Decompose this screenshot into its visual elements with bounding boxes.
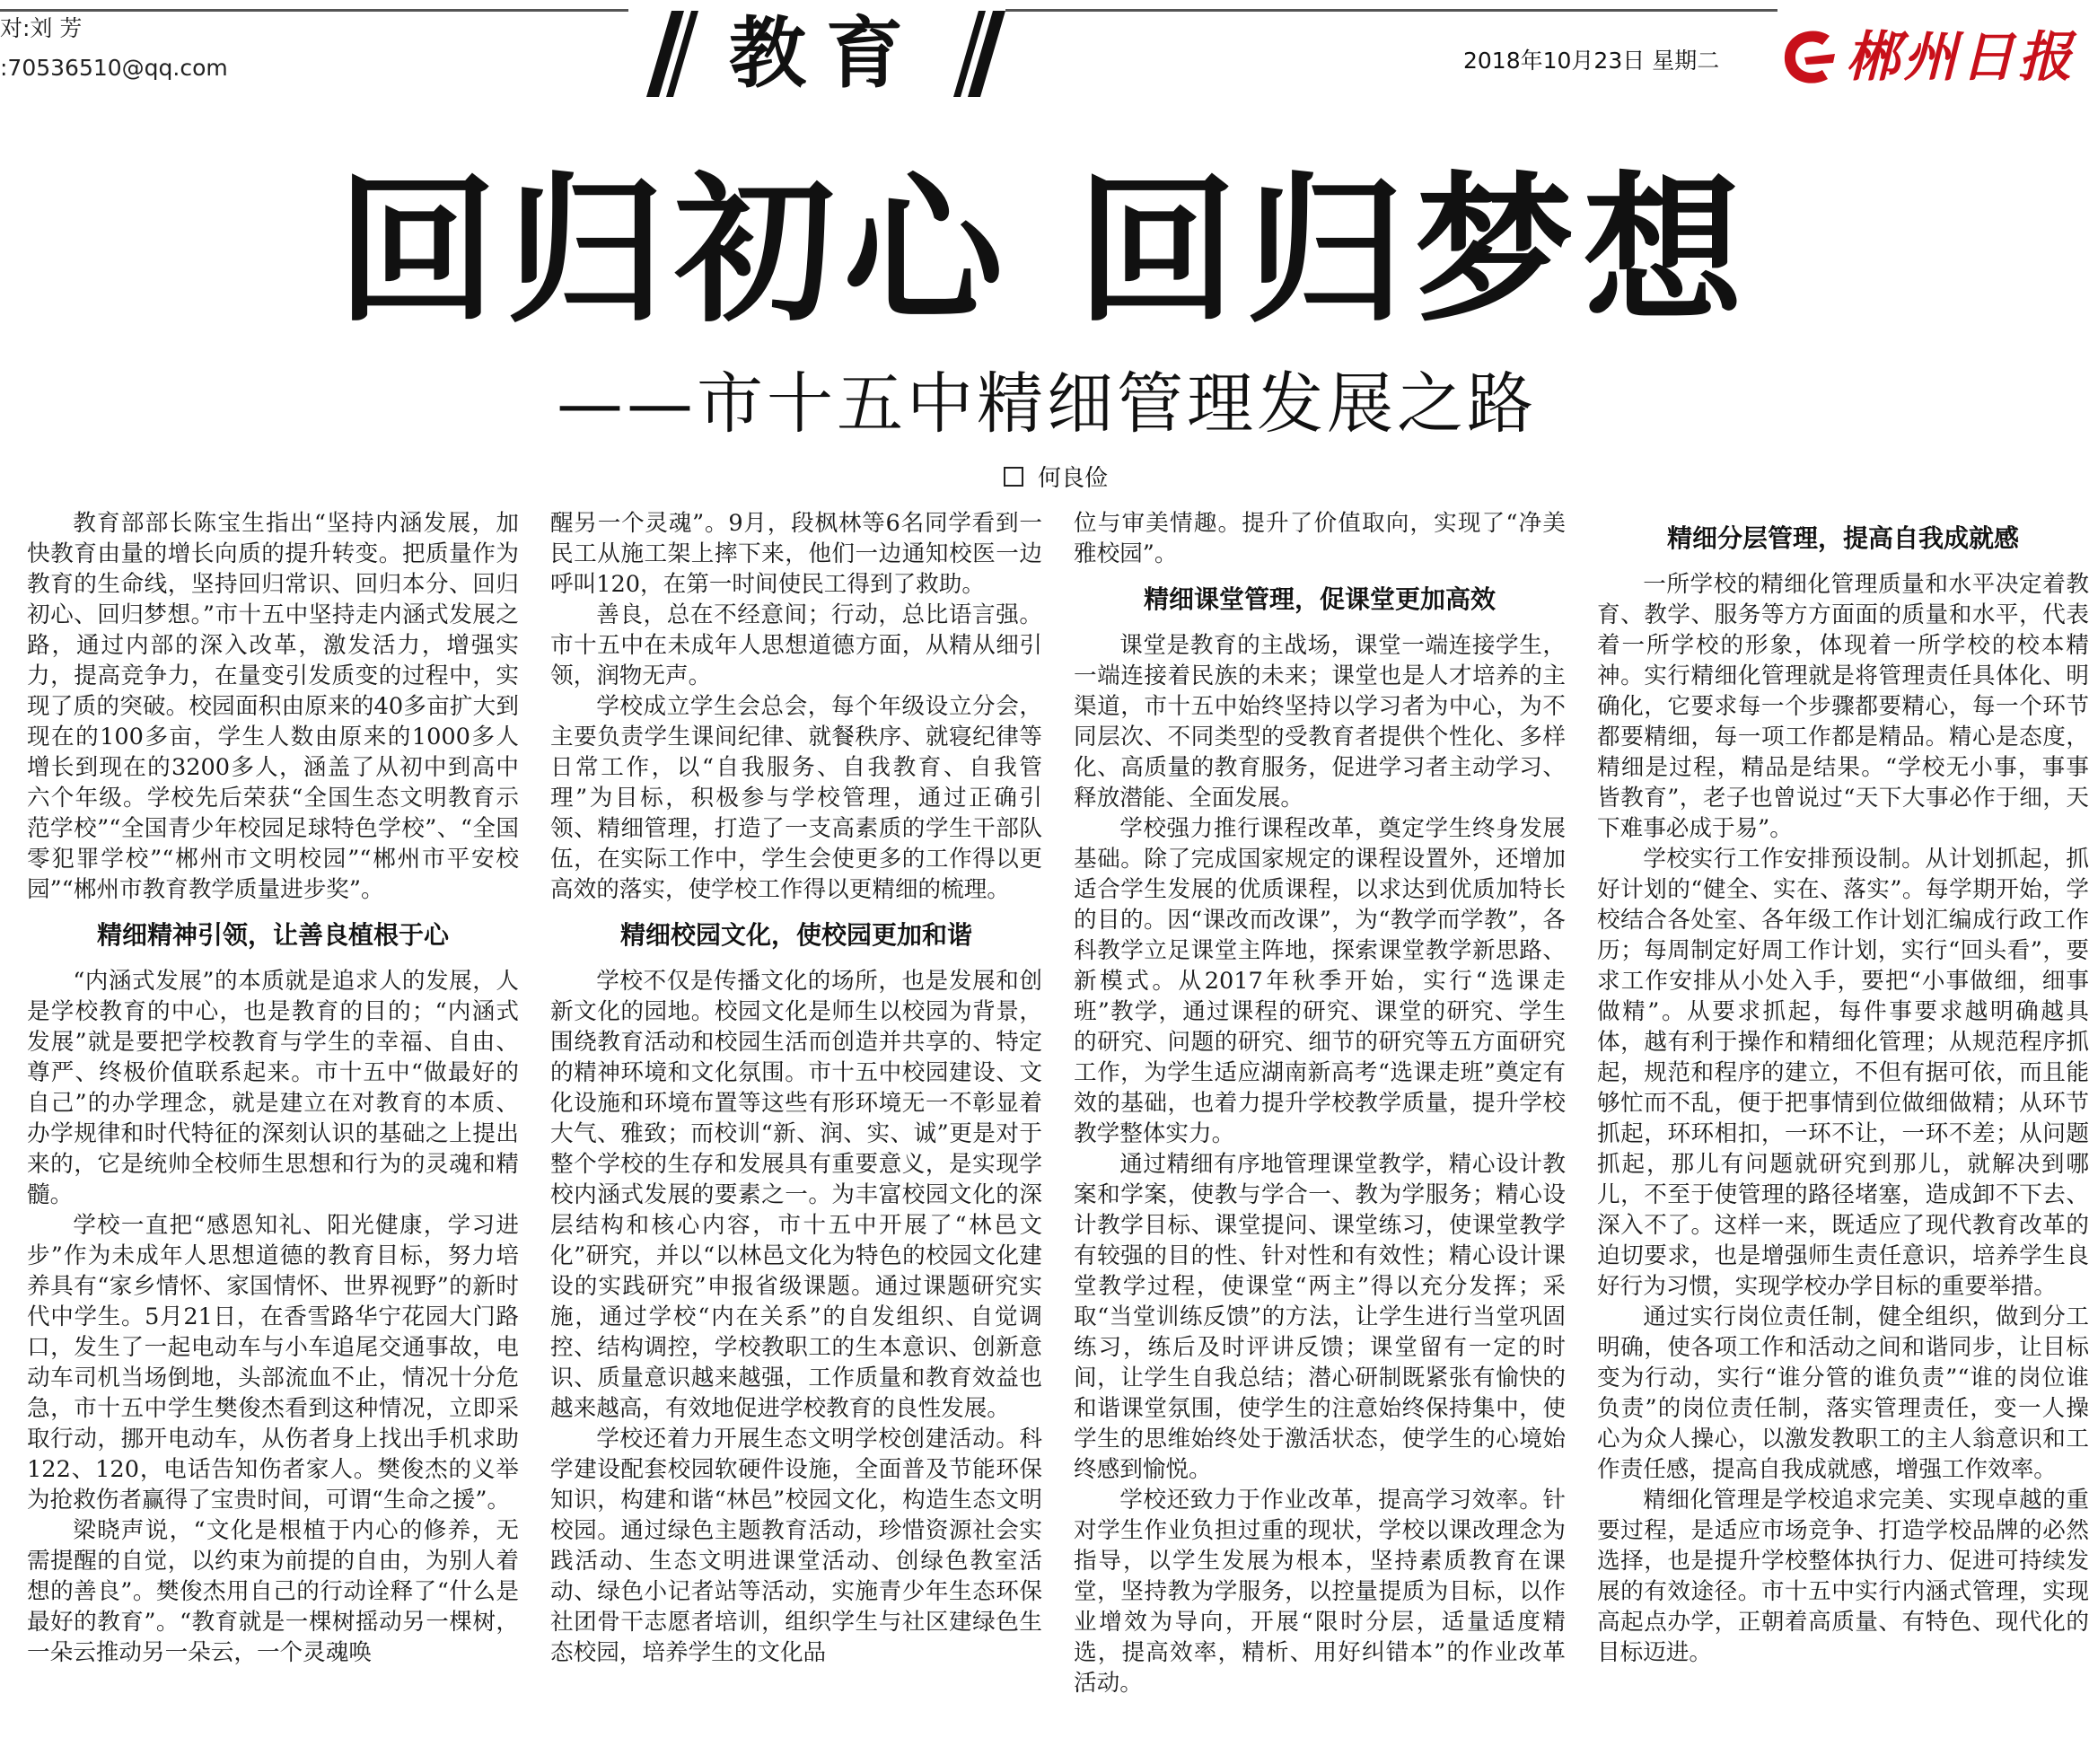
paragraph: 醒另一个灵魂”。9月，段枫林等6名同学看到一民工从施工架上摔下来，他们一边通知校医一边呼叫120，在第一时间使民工得到了救助。 (550, 510, 1042, 598)
paragraph: 位与审美情趣。提升了价值取向，实现了“净美雅校园”。 (1074, 510, 1566, 567)
email-line: :70536510@qq.com (0, 55, 228, 81)
paragraph: 梁晓声说，“文化是根植于内心的修养，无需提醒的自觉，以约束为前提的自由，为别人着想的善良”。樊俊杰用自己的行动诠释了“什么是最好的教育”。“教育就是一棵树摇动另一棵树，一朵云推动另一朵云，一个灵魂唤 (27, 1517, 519, 1666)
article-headline: 回归初心 回归梦想 (337, 158, 1752, 344)
paragraph: 精细化管理是学校追求完美、实现卓越的重要过程，是适应市场竞争、打造学校品牌的必然选择，也是提升学校整体执行力、促进可持续发展的有效途径。市十五中实行内涵式管理，实现高起点办学，正朝着高质量、有特色、现代化的目标迈进。 (1597, 1487, 2089, 1666)
paragraph: 学校还着力开展生态文明学校创建活动。科学建设配套校园软硬件设施，全面普及节能环保知识，构建和谐“林邑”校园文化，构造生态文明校园。通过绿色主题教育活动，珍惜资源社会实践活动、生态文明进课堂活动、创绿色教室活动、绿色小记者站等活动，实施青少年生态环保社团骨干志愿者培训，组织学生与社区建绿色生态校园，培养学生的文化品 (550, 1426, 1042, 1666)
logo-emblem-icon (1777, 23, 1840, 92)
paragraph: 学校成立学生会总会，每个年级设立分会，主要负责学生课间纪律、就餐秩序、就寝纪律等日常工作，以“自我服务、自我教育、自我管理”为目标，积极参与学校管理，通过正确引领、精细管理，打造了一支高素质的学生干部队伍，在实际工作中，学生会使更多的工作得以更高效的落实，使学校工作得以更精细的梳理。 (550, 693, 1042, 903)
byline (1004, 460, 1108, 493)
section-heading: 精细分层管理，提高自我成就感 (1666, 523, 2019, 553)
paragraph: 善良，总在不经意间；行动，总比语言强。市十五中在未成年人思想道德方面，从精从细引领，润物无声。 (550, 601, 1042, 689)
paragraph: 学校不仅是传播文化的场所，也是发展和创新文化的园地。校园文化是师生以校园为背景，围绕教育活动和校园生活而创造并共享的、特定的精神环境和文化氛围。市十五中校园建设、文化设施和环境布置等这些有形环境无一不彰显着大气、雅致；而校训“新、润、实、诚”更是对于整个学校的生存和发展具有重要意义，是实现学校内涵式发展的要素之一。为丰富校园文化的深层结构和核心内容，市十五中开展了“林邑文化”研究，并以“以林邑文化为特色的校园文化建设的实践研究”申报省级课题。通过课题研究实施，通过学校“内在关系”的自发组织、自觉调控、结构调控，学校教职工的生本意识、创新意识、质量意识越来越强，工作质量和教育效益也越来越高，有效地促进学校教育的良性发展。 (550, 968, 1042, 1422)
article-column-1 (27, 508, 519, 1668)
masthead-rule (0, 9, 2089, 14)
paragraph: 学校还致力于作业改革，提高学习效率。针对学生作业负担过重的现状，学校以课改理念为指导，以学生发展为根本，坚持素质教育在课堂，坚持教为学服务，以控量提质为目标，以作业增效为导向，开展“限时分层，适量适度精选，提高效率，精析、用好纠错本”的作业改革活动。 (1074, 1487, 1566, 1697)
section-banner (646, 7, 1005, 101)
paragraph: 通过精细有序地管理课堂教学，精心设计教案和学案，使教与学合一、教为学服务；精心设计教学目标、课堂提问、课堂练习，使课堂教学有较强的目的性、针对性和有效性；精心设计课堂教学过程，使课堂“两主”得以充分发挥；采取“当堂训练反馈”的方法，让学生进行当堂巩固练习，练后及时评讲反馈；课堂留有一定的时间，让学生自我总结；潜心研制既紧张有愉快的和谐课堂氛围，使学生的注意始终保持集中，使学生的思维始终处于激活状态，使学生的心境始终感到愉悦。 (1074, 1151, 1566, 1483)
editor-info (0, 9, 228, 88)
issue-date: 2018年10月23日 星期二 (1463, 48, 1720, 74)
editor-line: 对:刘 芳 (0, 15, 83, 41)
article-column-2 (550, 508, 1042, 1668)
article-column-4 (1597, 508, 2089, 1668)
section-heading: 精细校园文化，使校园更加和谐 (619, 920, 972, 950)
paragraph: 通过实行岗位责任制，健全组织，做到分工明确，使各项工作和活动之间和谐同步，让目标变为行动，实行“谁分管的谁负责”“谁的岗位谁负责”的岗位责任制，落实管理责任，变一人操心为众人操心，以激发教职工的主人翁意识和工作责任感，提高自我成就感，增强工作效率。 (1597, 1303, 2089, 1483)
paragraph: 课堂是教育的主战场，课堂一端连接学生，一端连接着民族的未来；课堂也是人才培养的主渠道，市十五中始终坚持以学习者为中心，为不同层次、不同类型的受教育者提供个性化、多样化、高质量的教育服务，促进学习者主动学习、释放潜能、全面发展。 (1074, 632, 1566, 812)
byline-box-icon (1004, 467, 1023, 487)
article-subhead: ——市十五中精细管理发展之路 (557, 365, 1537, 443)
paragraph: 学校实行工作安排预设制。从计划抓起，抓好计划的“健全、实在、落实”。每学期开始，学校结合各处室、各年级工作计划汇编成行政工作历；每周制定好周工作计划，实行“回头看”，要求工作安排从小处入手，要把“小事做细，细事做精”。从要求抓起，每件事要求越明确越具体，越有利于操作和精细化管理；从规范程序抓起，规范和程序的建立，不但有据可依，而且能够忙而不乱，便于把事情到位做细做精；从环节抓起，环环相扣，一环不让，一环不差；从问题抓起，那儿有问题就研究到那儿，就解决到哪儿，不至于使管理的路径堵塞，造成卸不下去、深入不了。这样一来，既适应了现代教育改革的迫切要求，也是增强师生责任意识，培养学生良好行为习惯，实现学校办学目标的重要举措。 (1597, 846, 2089, 1300)
article-column-3 (1074, 508, 1566, 1698)
section-heading: 精细课堂管理，促课堂更加高效 (1143, 584, 1496, 614)
author-name: 何良俭 (1038, 465, 1109, 492)
paragraph: 学校强力推行课程改革，奠定学生终身发展基础。除了完成国家规定的课程设置外，还增加适合学生发展的优质课程，以求达到优质加特长的目的。因“课改而改课”，为“教学而学教”，各科教学立足课堂主阵地，探索课堂教学新思路、新模式。从2017年秋季开始，实行“选课走班”教学，通过课程的研究、课堂的研究、学生的研究、问题的研究、细节的研究等五方面研究工作，为学生适应湖南新高考“选课走班”奠定有效的基础，也着力提升学校教学质量，提升学校教学整体实力。 (1074, 815, 1566, 1147)
newspaper-name: 郴州日报 (1846, 26, 2076, 89)
paragraph: 教育部部长陈宝生指出“坚持内涵发展，加快教育由量的增长向质的提升转变。把质量作为教育的生命线，坚持回归常识、回归本分、回归初心、回归梦想。”市十五中坚持走内涵式发展之路，通过内部的深入改革，激发活力，增强实力，提高竞争力，在量变引发质变的过程中，实现了质的突破。校园面积由原来的40多亩扩大到现在的100多亩，学生人数由原来的1000多人增长到现在的3200多人，涵盖了从初中到高中六个年级。学校先后荣获“全国生态文明教育示范学校”“全国青少年校园足球特色学校”、“全国零犯罪学校”“郴州市文明校园”“郴州市平安校园”“郴州市教育教学质量进步奖”。 (27, 510, 519, 903)
newspaper-logo (1777, 23, 2083, 92)
section-title: 教育 (729, 8, 923, 99)
section-heading: 精细精神引领，让善良植根于心 (96, 920, 449, 950)
paragraph: 一所学校的精细化管理质量和水平决定着教育、教学、服务等方方面面的质量和水平，代表着一所学校的形象，体现着一所学校的校本精神。实行精细化管理就是将管理责任具体化、明确化，它要求每一个步骤都要精心，每一个环节都要精细，每一项工作都是精品。精心是态度，精细是过程，精品是结果。“学校无小事，事事皆教育”，老子也曾说过“天下大事必作于细，天下难事必成于易”。 (1597, 571, 2089, 842)
paragraph: “内涵式发展”的本质就是追求人的发展，人是学校教育的中心，也是教育的目的；“内涵式发展”就是要把学校教育与学生的幸福、自由、尊严、终极价值联系起来。市十五中“做最好的自己”的办学理念，就是建立在对教育的本质、办学规律和时代特征的深刻认识的基础之上提出来的，它是统帅全校师生思想和行为的灵魂和精髓。 (27, 968, 519, 1208)
paragraph: 学校一直把“感恩知礼、阳光健康，学习进步”作为未成年人思想道德的教育目标，努力培养具有“家乡情怀、家国情怀、世界视野”的新时代中学生。5月21日，在香雪路华宁花园大门路口，发生了一起电动车与小车追尾交通事故，电动车司机当场倒地，头部流血不止，情况十分危急，市十五中学生樊俊杰看到这种情况，立即采取行动，挪开电动车，从伤者身上找出手机求助122、120，电话告知伤者家人。樊俊杰的义举为抢救伤者赢得了宝贵时间，可谓“生命之援”。 (27, 1212, 519, 1514)
